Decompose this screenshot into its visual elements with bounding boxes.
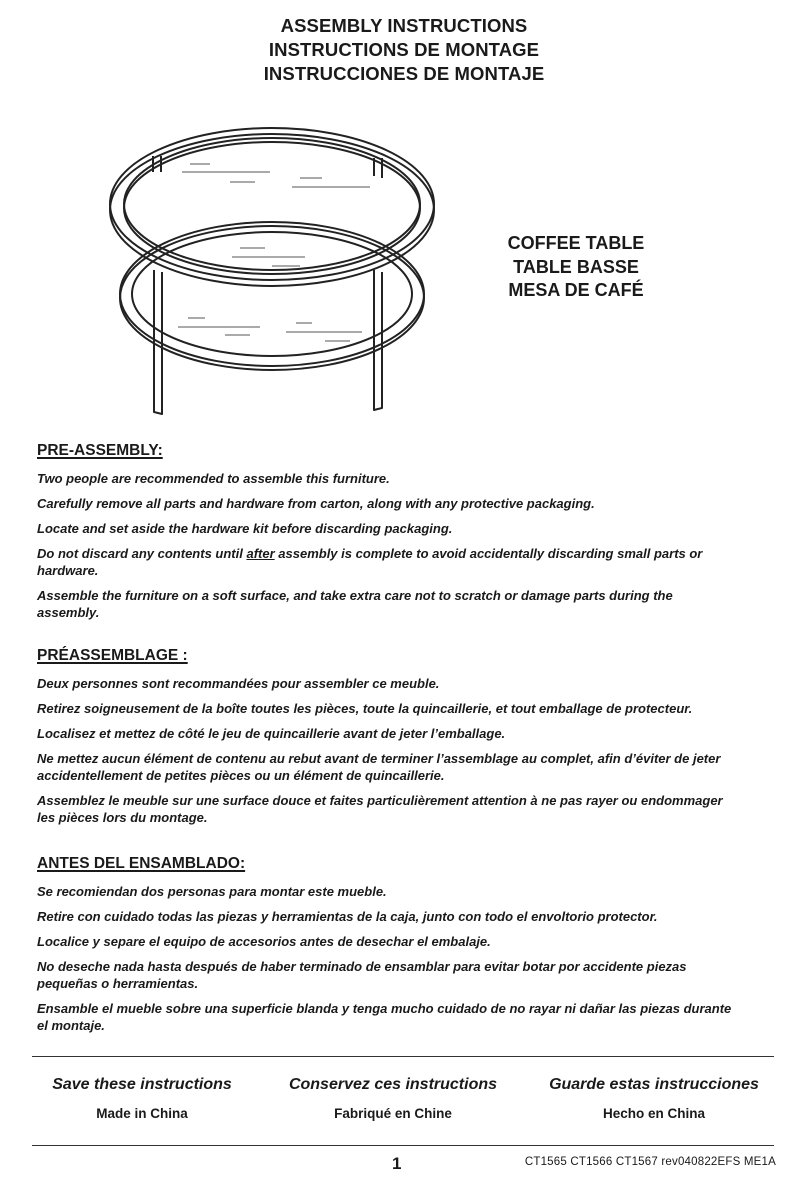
document-title-block [0, 14, 808, 86]
instruction-paragraph: Retirez soigneusement de la boîte toutes les pièces, toute la quincaillerie, et tout emballage de protecteur. [37, 701, 693, 716]
footer-column-french [273, 1075, 513, 1121]
text-run: Do not discard any contents until [37, 546, 247, 561]
instruction-paragraph: Assemble the furniture on a soft surface, and take extra care not to scratch or damage parts during the assembly. [37, 588, 673, 620]
round-coffee-table-illustration [100, 120, 440, 425]
footer-column-spanish [534, 1075, 774, 1121]
save-instructions-english: Save these instructions [52, 1076, 232, 1093]
made-in-english: Made in China [96, 1106, 188, 1121]
instruction-paragraph: Assemblez le meuble sur une surface douce et faites particulièrement attention à ne pas rayer ou endommager les pièces lors du montage. [37, 793, 723, 825]
footer-divider-top [32, 1056, 774, 1057]
instruction-paragraph: Ne mettez aucun élément de contenu au rebut avant de terminer l’assemblage au complet, afin d’éviter de jeter accidentellement de petites pièces ou un élément de quincaillerie. [37, 751, 721, 783]
preassembly-section-spanish [37, 855, 737, 1042]
title-english: ASSEMBLY INSTRUCTIONS [280, 15, 528, 36]
preassembly-section-english [37, 442, 737, 629]
instruction-paragraph: Retire con cuidado todas las piezas y herramientas de la caja, junto con todo el envoltorio protector. [37, 909, 658, 924]
page-number: 1 [392, 1154, 402, 1173]
footer-column-english [32, 1075, 252, 1121]
save-instructions-french: Conservez ces instructions [288, 1076, 498, 1093]
title-spanish: INSTRUCCIONES DE MONTAJE [263, 63, 545, 84]
title-french: INSTRUCTIONS DE MONTAGE [268, 39, 540, 60]
section-heading: PRÉASSEMBLAGE : [37, 647, 188, 664]
product-name-block [486, 232, 666, 303]
footer-columns [32, 1075, 774, 1121]
instruction-paragraph: Localice y separe el equipo de accesorios antes de desechar el embalaje. [37, 934, 491, 949]
instruction-paragraph: Deux personnes sont recommandées pour assembler ce meuble. [37, 676, 440, 691]
instruction-paragraph: Locate and set aside the hardware kit before discarding packaging. [37, 521, 453, 536]
instruction-paragraph: Se recomiendan dos personas para montar este mueble. [37, 884, 387, 899]
product-name-english: COFFEE TABLE [507, 233, 645, 253]
instruction-paragraph: Two people are recommended to assemble this furniture. [37, 471, 390, 486]
made-in-spanish: Hecho en China [602, 1106, 705, 1121]
instruction-paragraph: Ensamble el mueble sobre una superficie blanda y tenga mucho cuidado de no rayar ni dañar las piezas durante el montaje. [37, 1001, 732, 1033]
product-name-french: TABLE BASSE [513, 256, 639, 277]
made-in-french: Fabriqué en Chine [334, 1106, 452, 1121]
instruction-paragraph: Localisez et mettez de côté le jeu de quincaillerie avant de jeter l’emballage. [37, 726, 506, 741]
product-codes: CT1565 CT1566 CT1567 rev040822EFS ME1A [524, 1156, 776, 1168]
product-name-spanish: MESA DE CAFÉ [508, 280, 644, 300]
footer-divider-bottom [32, 1145, 774, 1146]
section-heading: PRE-ASSEMBLY: [37, 442, 163, 459]
instruction-paragraph [37, 545, 737, 579]
instruction-paragraph: No deseche nada hasta después de haber terminado de ensamblar para evitar botar por accidente piezas pequeñas o herramientas. [37, 959, 687, 991]
underlined-word: after [246, 546, 275, 561]
save-instructions-spanish: Guarde estas instrucciones [549, 1076, 759, 1093]
section-heading: ANTES DEL ENSAMBLADO: [37, 855, 246, 872]
preassembly-section-french [37, 647, 737, 834]
text-run: assembly is complete to avoid accidentally discarding small parts or hardware. [37, 546, 703, 578]
instruction-paragraph: Carefully remove all parts and hardware from carton, along with any protective packaging. [37, 496, 595, 511]
